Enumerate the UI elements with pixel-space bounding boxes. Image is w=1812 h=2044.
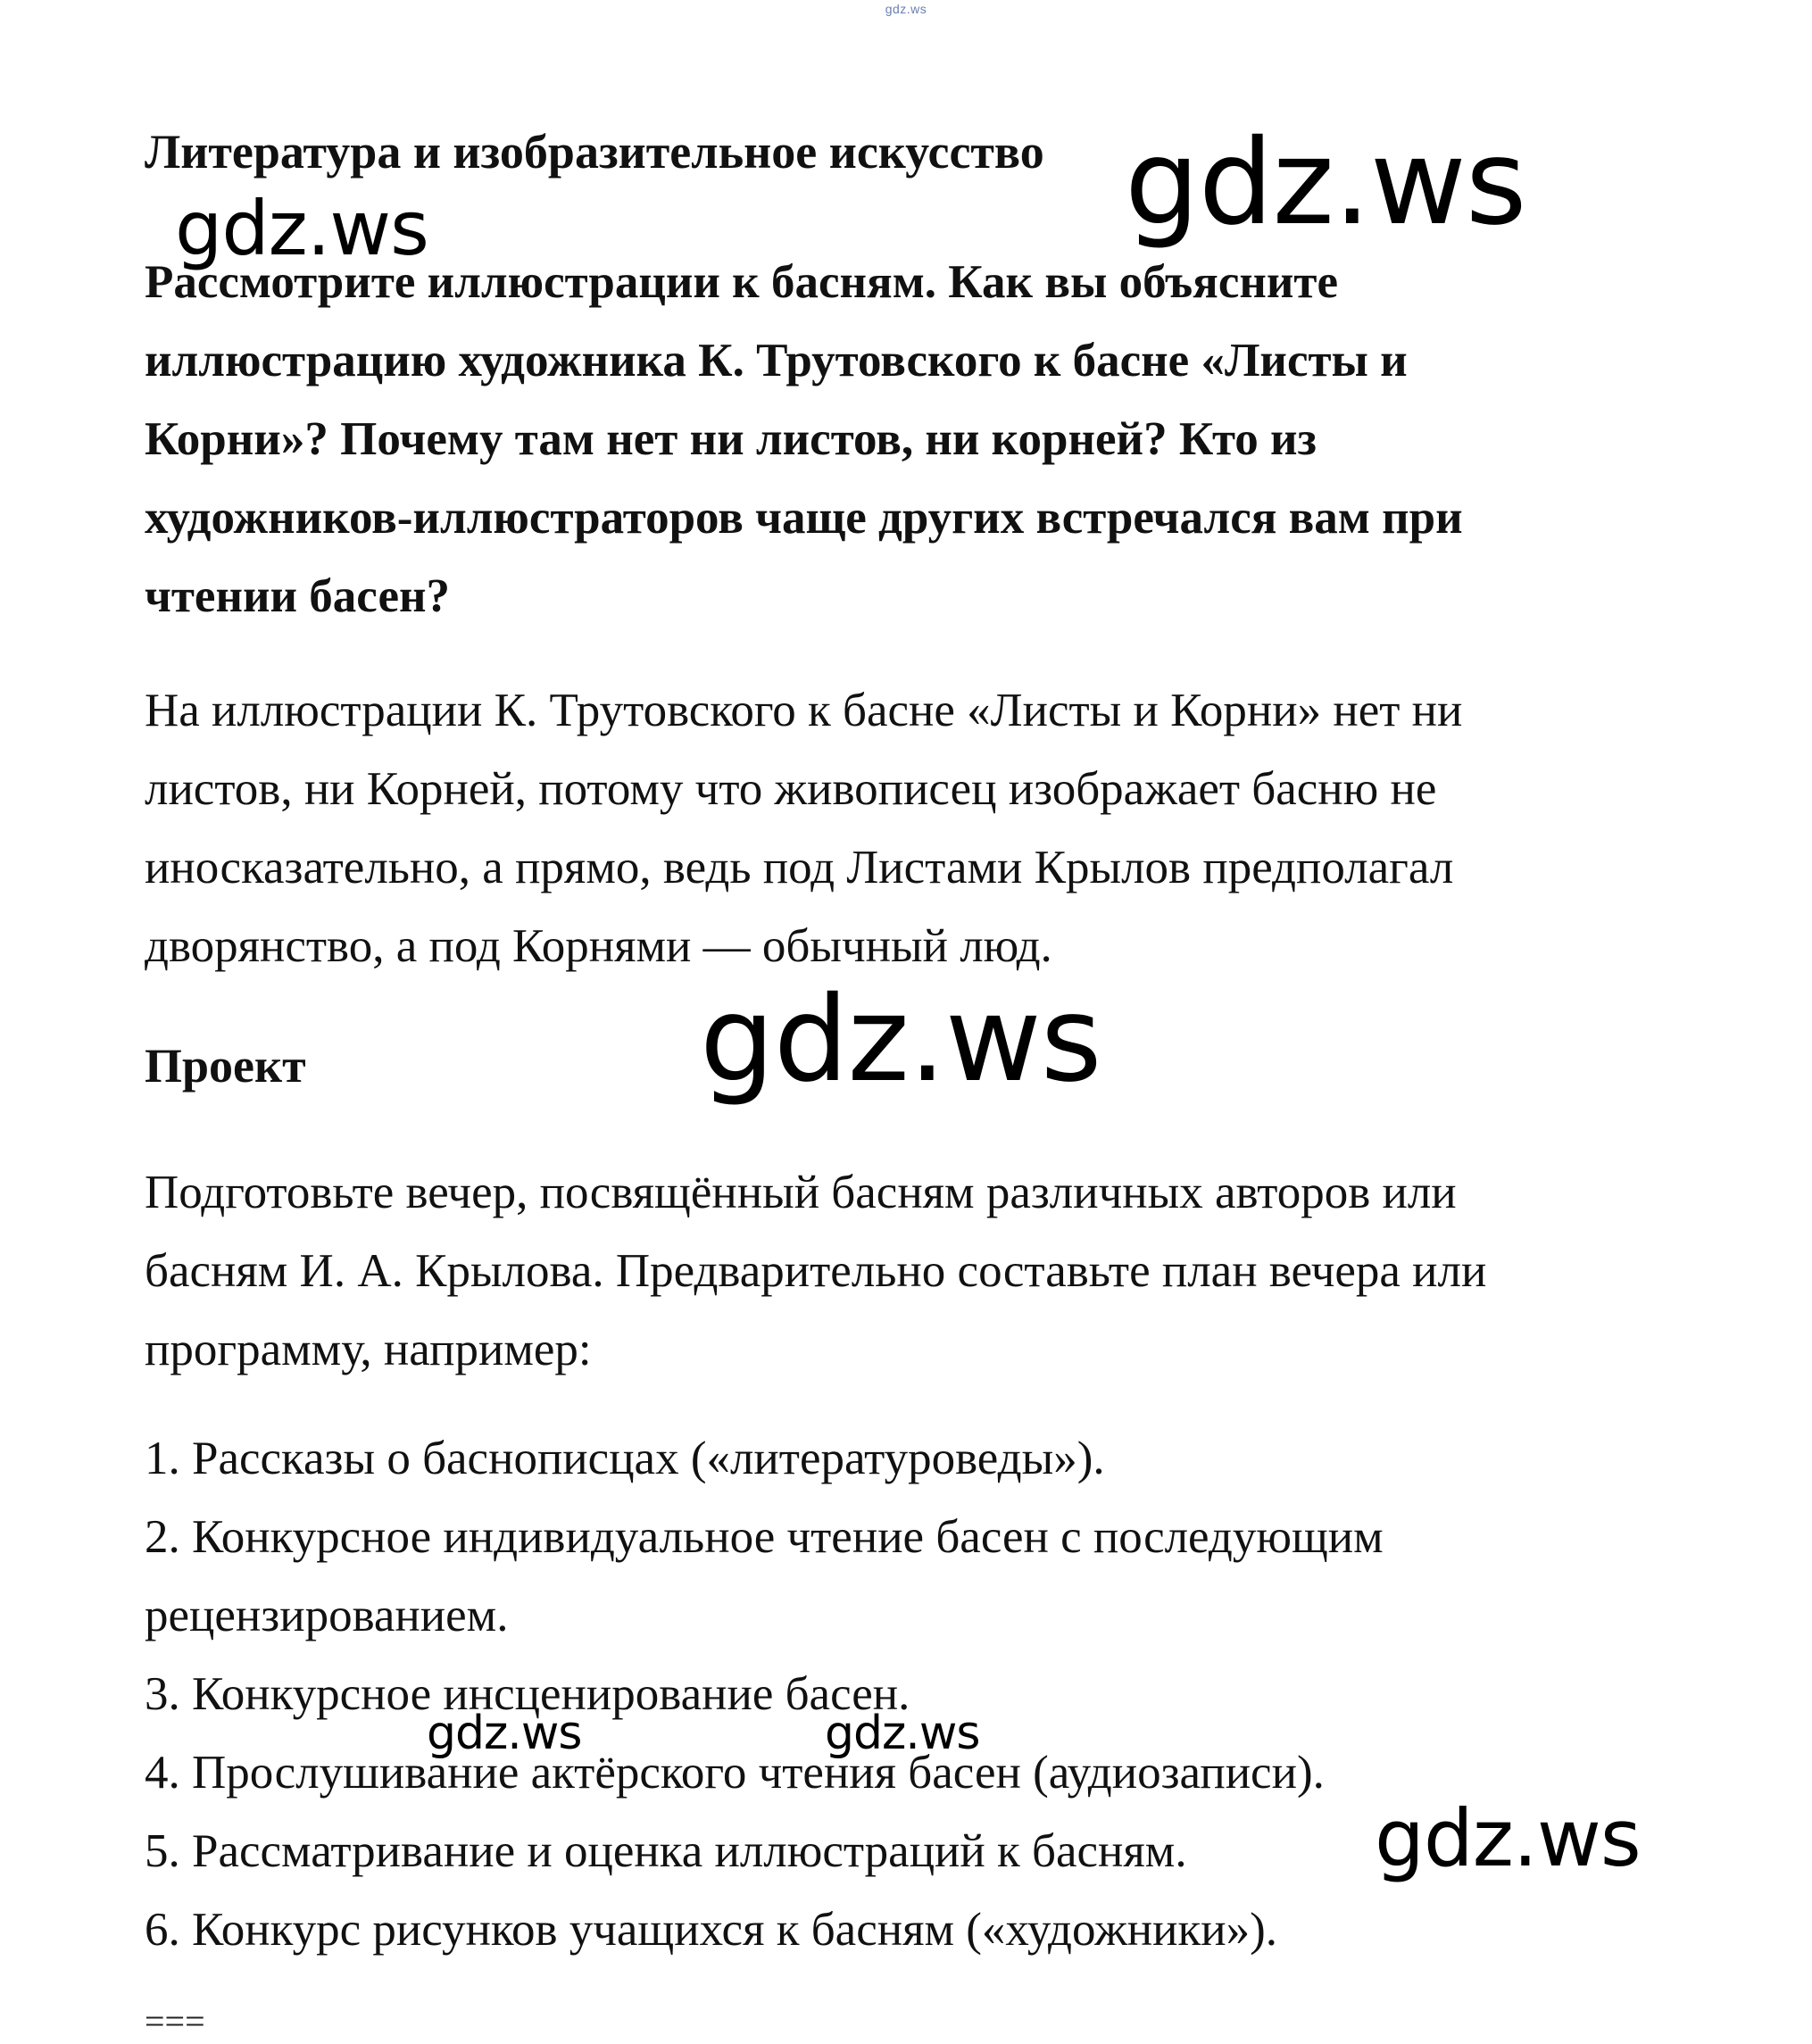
watermark: gdz.ws: [700, 971, 1101, 1109]
plan-item-line: 1. Рассказы о баснописцах («литературоведы»).: [145, 1433, 1105, 1484]
assignment-paragraph: [145, 1153, 1698, 1389]
question-line: Корни»? Почему там нет ни листов, ни корней? Кто из: [145, 413, 1317, 465]
watermark: gdz.ws: [1125, 114, 1526, 252]
plan-item-line: рецензированием.: [145, 1590, 509, 1641]
plan-item-line: 4. Прослушивание актёрского чтения басен (аудиозаписи).: [145, 1747, 1325, 1799]
assignment-line: Подготовьте вечер, посвящённый басням различных авторов или: [145, 1167, 1457, 1218]
question-line: чтении басен?: [145, 570, 451, 622]
question-block: [145, 243, 1662, 636]
plan-item-line: 2. Конкурсное индивидуальное чтение басен с последующим: [145, 1511, 1384, 1563]
separator: ===: [145, 2001, 205, 2041]
answer-line: листов, ни Корней, потому что живописец изображает басню не: [145, 763, 1437, 815]
watermark: gdz.ws: [825, 1707, 980, 1760]
question-line: Рассмотрите иллюстрации к басням. Как вы объясните: [145, 256, 1338, 308]
plan-item-line: 5. Рассматривание и оценка иллюстраций к басням.: [145, 1825, 1187, 1877]
plan-list: [145, 1419, 1662, 1969]
top-watermark: gdz.ws: [885, 2, 927, 16]
assignment-line: программу, например:: [145, 1324, 592, 1375]
question-line: иллюстрацию художника К. Трутовского к басне «Листы и: [145, 335, 1408, 386]
question-line: художников-иллюстраторов чаще других встречался вам при: [145, 492, 1463, 544]
plan-item: [145, 1419, 1662, 1498]
project-heading: Проект: [145, 1039, 306, 1093]
plan-item-line: 6. Конкурс рисунков учащихся к басням («художники»).: [145, 1904, 1278, 1956]
section-title: Литература и изобразительное искусство: [145, 125, 1044, 179]
plan-item-line: 3. Конкурсное инсценирование басен.: [145, 1668, 910, 1720]
assignment-line: басням И. А. Крылова. Предварительно составьте план вечера или: [145, 1245, 1487, 1297]
watermark: gdz.ws: [175, 185, 428, 272]
answer-line: иносказательно, а прямо, ведь под Листами Крылов предполагал: [145, 842, 1454, 893]
watermark: gdz.ws: [1375, 1792, 1641, 1884]
answer-line: На иллюстрации К. Трутовского к басне «Листы и Корни» нет ни: [145, 685, 1463, 736]
plan-item: [145, 1498, 1662, 1655]
watermark: gdz.ws: [427, 1707, 582, 1760]
plan-item: [145, 1890, 1662, 1969]
answer-line: дворянство, а под Корнями — обычный люд.: [145, 920, 1052, 972]
answer-paragraph: [145, 671, 1662, 985]
